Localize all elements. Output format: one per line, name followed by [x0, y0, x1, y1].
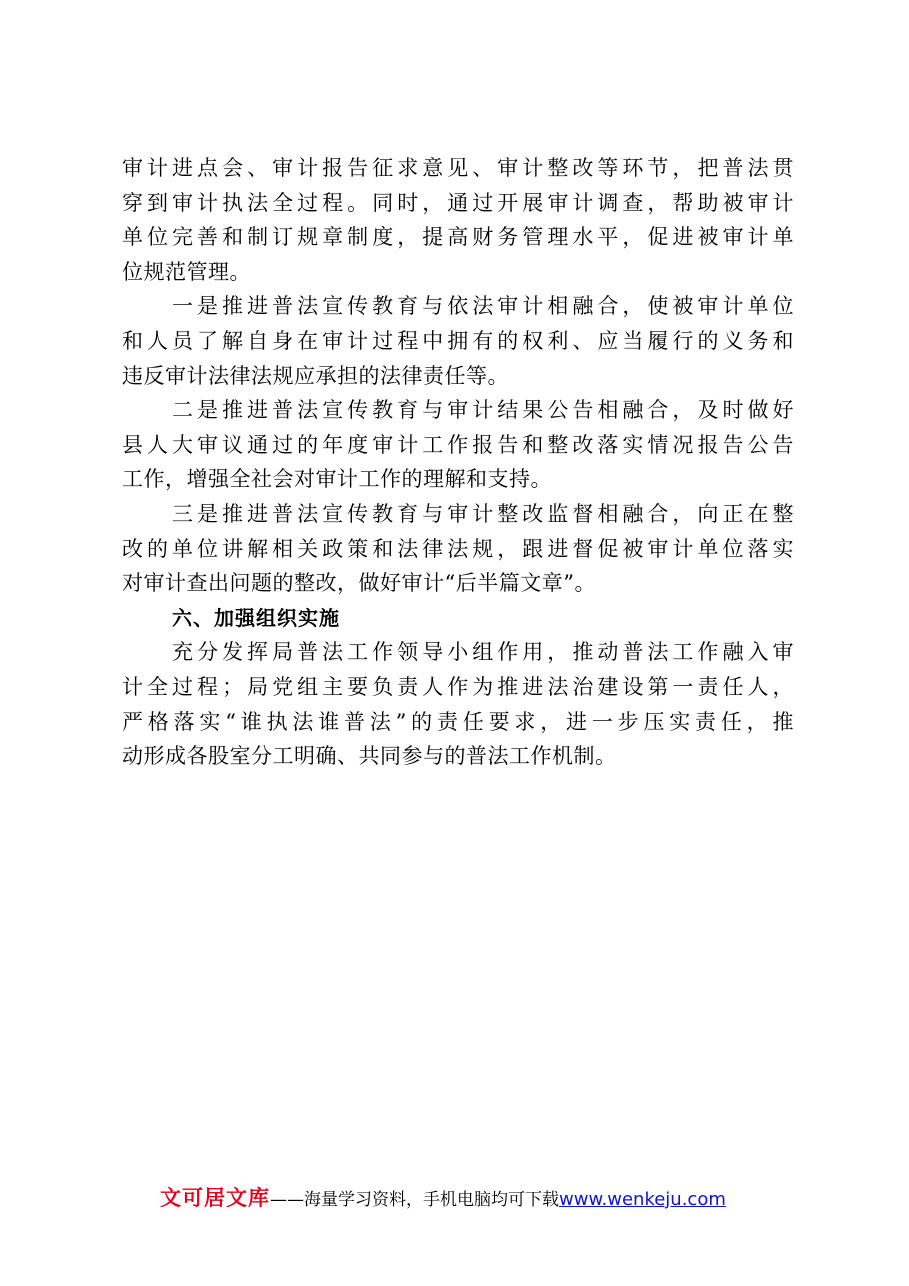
paragraph-line: 对审计查出问题的整改，做好审计“后半篇文章”。	[122, 571, 596, 596]
paragraph-line: 二是推进普法宣传教育与审计结果公告相融合，及时做好	[172, 398, 794, 423]
section-heading: 六、加强组织实施	[172, 605, 340, 630]
paragraph-line: 计全过程；局党组主要负责人作为推进法治建设第一责任人，	[122, 674, 794, 699]
document-body	[122, 151, 794, 774]
paragraph-line: 单位完善和制订规章制度，提高财务管理水平，促进被审计单	[122, 225, 794, 250]
paragraph-line: 和人员了解自身在审计过程中拥有的权利、应当履行的义务和	[122, 328, 794, 353]
footer-brand: 文可居文库	[160, 1186, 270, 1210]
paragraph-line: 改的单位讲解相关政策和法律法规，跟进督促被审计单位落实	[122, 536, 794, 561]
paragraph-line: 严格落实“谁执法谁普法”的责任要求，进一步压实责任，推	[122, 709, 794, 734]
paragraph-line: 位规范管理。	[122, 259, 251, 284]
paragraph-line: 动形成各股室分工明确、共同参与的普法工作机制。	[122, 744, 617, 769]
paragraph-line: 工作，增强全社会对审计工作的理解和支持。	[122, 467, 552, 492]
paragraph-line: 充分发挥局普法工作领导小组作用，推动普法工作融入审	[172, 640, 794, 665]
footer-banner	[160, 1183, 780, 1213]
footer-website-link[interactable]: www.wenkeju.com	[559, 1189, 726, 1210]
paragraph-line: 一是推进普法宣传教育与依法审计相融合，使被审计单位	[172, 294, 794, 319]
paragraph-line: 三是推进普法宣传教育与审计整改监督相融合，向正在整	[172, 501, 794, 526]
paragraph-line: 违反审计法律法规应承担的法律责任等。	[122, 363, 509, 388]
paragraph-line: 审计进点会、审计报告征求意见、审计整改等环节，把普法贯	[122, 156, 794, 180]
paragraph-line: 县人大审议通过的年度审计工作报告和整改落实情况报告公告	[122, 432, 794, 457]
paragraph-line: 穿到审计执法全过程。同时，通过开展审计调查，帮助被审计	[122, 190, 794, 215]
footer-tagline: ——海量学习资料，手机电脑均可下载	[270, 1190, 559, 1210]
